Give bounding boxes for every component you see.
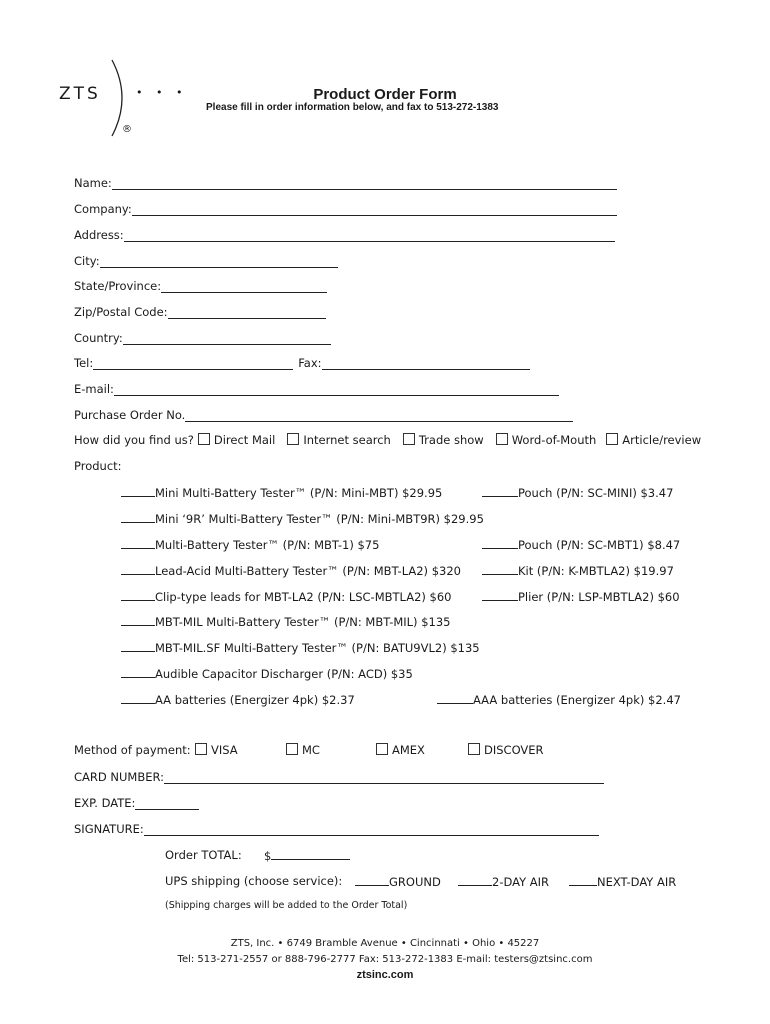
payment-option-mc[interactable] [281,743,320,757]
quantity-blank[interactable] [121,666,155,678]
quantity-blank[interactable] [482,485,518,497]
shipping-note: (Shipping charges will be added to the Order Total) [165,900,408,911]
logo-brand: ZTS [59,84,101,104]
quantity-blank[interactable] [482,563,518,575]
email-label: E-mail: [74,382,114,396]
product-acd[interactable] [121,666,413,681]
city-label: City: [74,254,100,268]
country-field[interactable] [74,331,331,345]
product-milsf[interactable] [121,640,480,655]
product-mini-9r[interactable] [121,511,484,526]
address-line[interactable] [124,230,615,242]
shipping-option-label: NEXT-DAY AIR [597,875,677,889]
quantity-blank[interactable] [121,563,155,575]
company-line[interactable] [132,204,617,216]
product-text: AA batteries (Energizer 4pk) $2.37 [155,693,355,707]
card-number-line[interactable] [164,772,604,784]
card-number-field[interactable] [74,770,604,784]
find-us-option: Article/review [622,433,702,447]
address-label: Address: [74,228,124,242]
exp-date-line[interactable] [135,798,199,810]
product-text: Audible Capacitor Discharger (P/N: ACD) $35 [155,667,413,681]
product-mini-mbt[interactable] [121,485,442,500]
po-label: Purchase Order No. [74,408,186,422]
product-aa[interactable] [121,692,355,707]
find-us-question: How did you find us? [74,433,194,447]
find-us-option: Trade show [418,433,484,447]
product-text: Multi-Battery Tester™ (P/N: MBT-1) $75 [155,538,380,552]
product-kit[interactable] [482,563,674,578]
payment-option-discover[interactable] [463,743,544,757]
po-field[interactable] [74,408,573,422]
checkbox-internet-search[interactable] [287,433,299,445]
exp-date-field[interactable] [74,796,199,810]
quantity-blank[interactable] [121,614,155,626]
quantity-blank[interactable] [121,485,155,497]
page-subtitle: Please fill in order information below, and fax to 513-272-1383 [206,102,499,113]
quantity-blank[interactable] [437,692,473,704]
currency-symbol: $ [264,849,272,863]
state-line[interactable] [161,281,327,293]
po-line[interactable] [185,410,573,422]
payment-option-amex[interactable] [371,743,425,757]
fax-line[interactable] [322,358,530,370]
city-field[interactable] [74,254,338,268]
logo-dots: • • • [136,86,188,99]
footer-website[interactable]: ztsinc.com [356,969,414,981]
footer-address: ZTS, Inc. • 6749 Bramble Avenue • Cincinnati • Ohio • 45227 [230,938,540,949]
product-plier[interactable] [482,589,680,604]
shipping-option-ground[interactable] [355,874,441,889]
tel-label: Tel: [74,356,94,370]
city-line[interactable] [100,256,338,268]
company-field[interactable] [74,202,617,216]
product-aaa[interactable] [437,692,681,707]
checkbox-direct-mail[interactable] [198,433,210,445]
checkbox-amex[interactable] [376,743,388,755]
payment-option-label: DISCOVER [484,743,544,757]
shipping-blank[interactable] [355,874,389,886]
tel-fax-field[interactable] [74,356,530,370]
find-us-option: Direct Mail [213,433,276,447]
product-text: Pouch (P/N: SC-MBT1) $8.47 [518,538,681,552]
quantity-blank[interactable] [121,589,155,601]
quantity-blank[interactable] [121,640,155,652]
payment-option-label: VISA [211,743,238,757]
shipping-blank[interactable] [458,874,492,886]
payment-option-label: MC [302,743,320,757]
signature-line[interactable] [144,824,599,836]
fax-label: Fax: [298,356,322,370]
product-clip[interactable] [121,589,451,604]
product-text: AAA batteries (Energizer 4pk) $2.47 [473,693,681,707]
card-number-label: CARD NUMBER: [74,770,165,784]
shipping-option-label: 2-DAY AIR [492,875,550,889]
signature-field[interactable] [74,822,599,836]
state-label: State/Province: [74,279,162,293]
email-line[interactable] [114,384,559,396]
product-text: Pouch (P/N: SC-MINI) $3.47 [518,486,674,500]
name-label: Name: [74,176,112,190]
shipping-option-2-day[interactable] [458,874,549,889]
product-la2[interactable] [121,563,461,578]
checkbox-article-review[interactable] [606,433,618,445]
address-field[interactable] [74,228,615,242]
checkbox-visa[interactable] [195,743,207,755]
product-text: Mini ‘9R’ Multi-Battery Tester™ (P/N: Mini-MBT9R) $29.95 [155,512,484,526]
name-line[interactable] [112,178,617,190]
quantity-blank[interactable] [121,692,155,704]
product-pouch-mbt1[interactable] [482,537,680,552]
find-us-option: Word-of-Mouth [511,433,597,447]
email-field[interactable] [74,382,559,396]
product-pouch-mini[interactable] [482,485,673,500]
checkbox-trade-show[interactable] [403,433,415,445]
checkbox-word-of-mouth[interactable] [496,433,508,445]
tel-line[interactable] [93,358,293,370]
footer-contact: Tel: 513-271-2557 or 888-796-2777 Fax: 513-272-1383 E-mail: testers@ztsinc.com [177,954,593,965]
checkbox-mc[interactable] [286,743,298,755]
order-total-label: Order TOTAL: [165,848,242,862]
quantity-blank[interactable] [482,537,518,549]
product-text: MBT-MIL.SF Multi-Battery Tester™ (P/N: BATU9VL2) $135 [155,641,480,655]
product-text: Kit (P/N: K-MBTLA2) $19.97 [518,564,674,578]
signature-label: SIGNATURE: [74,822,144,836]
product-text: MBT-MIL Multi-Battery Tester™ (P/N: MBT-MIL) $135 [155,615,451,629]
find-us-row [74,433,701,447]
quantity-blank[interactable] [121,537,155,549]
company-label: Company: [74,202,132,216]
product-text: Mini Multi-Battery Tester™ (P/N: Mini-MBT) $29.95 [155,486,443,500]
payment-option-visa[interactable] [190,743,238,757]
shipping-option-label: GROUND [389,875,441,889]
country-label: Country: [74,331,123,345]
country-line[interactable] [123,333,331,345]
product-text: Plier (P/N: LSP-MBTLA2) $60 [518,590,680,604]
order-total-field[interactable] [264,848,350,863]
checkbox-discover[interactable] [468,743,480,755]
product-label: Product: [74,459,122,473]
shipping-option-next-day[interactable] [569,874,676,889]
find-us-option: Internet search [303,433,391,447]
product-mil[interactable] [121,614,450,629]
product-text: Clip-type leads for MBT-LA2 (P/N: LSC-MBTLA2) $60 [155,590,452,604]
shipping-blank[interactable] [569,874,597,886]
payment-option-label: AMEX [392,743,425,757]
logo-registered-mark: ® [122,124,132,135]
product-mbt1[interactable] [121,537,379,552]
ups-shipping-label: UPS shipping (choose service): [165,874,343,888]
zip-line[interactable] [168,307,326,319]
zip-label: Zip/Postal Code: [74,305,168,319]
page-title: Product Order Form [313,86,457,103]
payment-method-label: Method of payment: [74,743,191,757]
quantity-blank[interactable] [121,511,155,523]
order-total-line[interactable] [271,848,350,860]
name-field[interactable] [74,176,617,190]
quantity-blank[interactable] [482,589,518,601]
exp-date-label: EXP. DATE: [74,796,136,810]
product-text: Lead-Acid Multi-Battery Tester™ (P/N: MBT-LA2) $320 [155,564,461,578]
state-field[interactable] [74,279,327,293]
zip-field[interactable] [74,305,326,319]
